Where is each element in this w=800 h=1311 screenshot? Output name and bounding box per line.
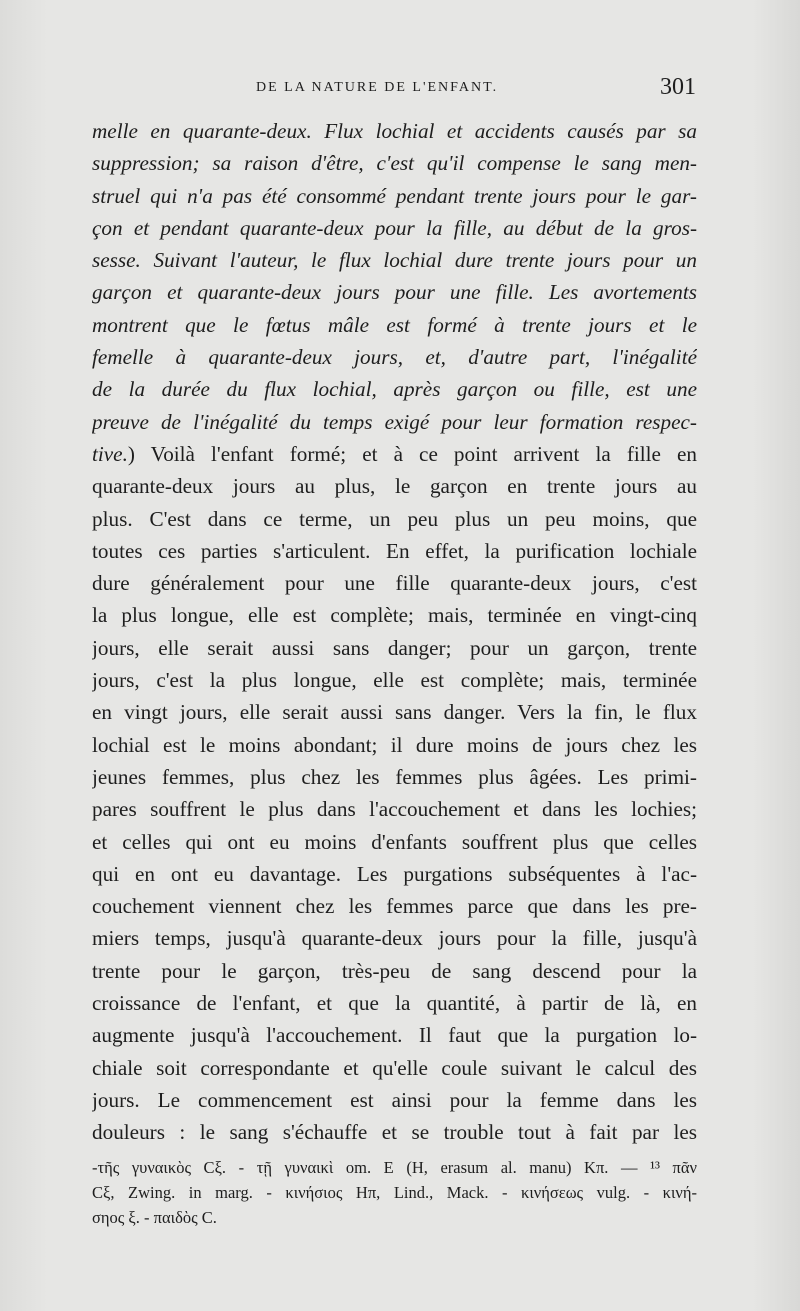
footnotes <box>92 1155 697 1230</box>
text-line: preuve de l'inégalité du temps exigé pour leur formation respec- <box>92 409 697 434</box>
text-line <box>92 438 697 470</box>
footnote-line: Cξ, Zwing. in marg. - κινήσιος Ηπ, Lind., Mack. - κινήσεως vulg. - κινή- <box>92 1183 697 1202</box>
text-line: couchement viennent chez les femmes parce que dans les pre- <box>92 894 697 919</box>
text-line: augmente jusqu'à l'accouchement. Il faut que la purgation lo- <box>92 1023 697 1048</box>
footnote-line: -τῆς γυναικὸς Cξ. - τῇ γυναικὶ om. E (H, erasum al. manu) Kπ. — ¹³ πᾶν <box>92 1158 697 1177</box>
text-line: en vingt jours, elle serait aussi sans danger. Vers la fin, le flux <box>92 700 697 725</box>
text-line: jeunes femmes, plus chez les femmes plus âgées. Les primi- <box>92 764 697 789</box>
running-head <box>256 74 696 100</box>
body-text <box>92 115 697 1149</box>
text-line: croissance de l'enfant, et que la quantité, à partir de là, en <box>92 991 697 1016</box>
text-line: chiale soit correspondante et qu'elle coule suivant le calcul des <box>92 1055 697 1080</box>
text-line: suppression; sa raison d'être, c'est qu'il compense le sang men- <box>92 151 697 176</box>
text-line: sesse. Suivant l'auteur, le flux lochial dure trente jours pour un <box>92 248 697 273</box>
text-line: quarante-deux jours au plus, le garçon en trente jours au <box>92 474 697 499</box>
text-line: trente pour le garçon, très-peu de sang descend pour la <box>92 958 697 983</box>
page-number: 301 <box>660 74 696 100</box>
text-line: dure généralement pour une fille quarante-deux jours, c'est <box>92 571 697 596</box>
text-line: lochial est le moins abondant; il dure moins de jours chez les <box>92 732 697 757</box>
footnote-line: σηος ξ. - παιδὸς C. <box>92 1208 217 1227</box>
text-line: qui en ont eu davantage. Les purgations subséquentes à l'ac- <box>92 861 697 886</box>
text-line-roman-part: ) Voilà l'enfant formé; et à ce point arrivent la fille en <box>127 441 697 466</box>
text-line: çon et pendant quarante-deux pour la fille, au début de la gros- <box>92 215 697 240</box>
text-line: struel qui n'a pas été consommé pendant trente jours pour le gar- <box>92 183 697 208</box>
text-line: garçon et quarante-deux jours pour une fille. Les avortements <box>92 280 697 305</box>
text-line: montrent que le fœtus mâle est formé à trente jours et le <box>92 312 697 337</box>
text-line: et celles qui ont eu moins d'enfants souffrent plus que celles <box>92 829 697 854</box>
text-line: plus. C'est dans ce terme, un peu plus un peu moins, que <box>92 506 697 531</box>
text-line: miers temps, jusqu'à quarante-deux jours pour la fille, jusqu'à <box>92 926 697 951</box>
text-line: de la durée du flux lochial, après garçon ou fille, est une <box>92 377 697 402</box>
text-line: jours, elle serait aussi sans danger; pour un garçon, trente <box>92 635 697 660</box>
text-line: douleurs : le sang s'échauffe et se trouble tout à fait par les <box>92 1120 697 1145</box>
text-line: pares souffrent le plus dans l'accouchement et dans les lochies; <box>92 797 697 822</box>
text-line: jours. Le commencement est ainsi pour la femme dans les <box>92 1087 697 1112</box>
text-line: femelle à quarante-deux jours, et, d'autre part, l'inégalité <box>92 345 697 370</box>
text-line: la plus longue, elle est complète; mais, terminée en vingt-cinq <box>92 603 697 628</box>
text-line: toutes ces parties s'articulent. En effet, la purification lochiale <box>92 538 697 563</box>
running-title: DE LA NATURE DE L'ENFANT. <box>256 80 499 95</box>
text-line: jours, c'est la plus longue, elle est complète; mais, terminée <box>92 668 697 693</box>
text-line: melle en quarante-deux. Flux lochial et accidents causés par sa <box>92 119 697 143</box>
text-line-italic-part: tive. <box>92 441 128 466</box>
